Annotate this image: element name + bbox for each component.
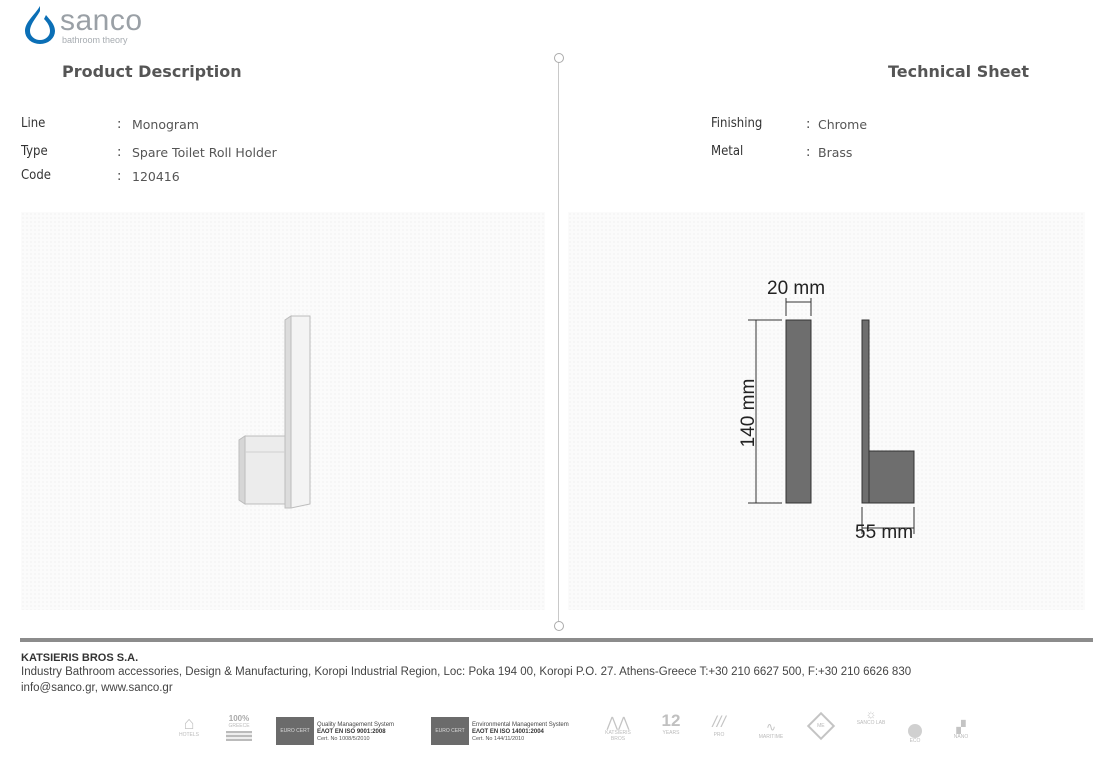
eco-leaf-icon — [908, 724, 922, 738]
eco-label: ECO — [909, 738, 921, 744]
company-contact[interactable]: info@sanco.gr, www.sanco.gr — [21, 682, 173, 694]
maritime-badge — [754, 720, 788, 740]
maritime-label: MARITIME — [758, 734, 784, 740]
sanco-lab-badge — [856, 708, 886, 726]
cert-number-environmental: Cert. No 144/11/2010 — [472, 736, 525, 742]
years-number: 12 — [661, 711, 681, 730]
spec-value-type: Spare Toilet Roll Holder — [132, 145, 277, 160]
hotels-label: HOTELS — [178, 732, 199, 738]
lightbulb-icon: ☼ — [865, 707, 877, 721]
greece-label: GREECE — [228, 723, 250, 729]
spec-colon: : — [806, 117, 811, 132]
sanco-lab-label: SANCO LAB — [856, 720, 886, 726]
dimension-height: 140 mm — [738, 378, 759, 448]
wave-icon: ∿ — [765, 720, 777, 734]
cert-standard-environmental: ΕΛΟΤ EN ISO 14001:2004 — [472, 729, 544, 735]
cert-number-quality: Cert. No 1008/5/2010 — [317, 736, 370, 742]
roof-icon: ⋀⋀ — [606, 714, 630, 730]
product-description-heading: Product Description — [62, 62, 242, 81]
technical-sheet-heading: Technical Sheet — [888, 62, 1029, 81]
spec-value-finishing: Chrome — [818, 117, 868, 132]
katsieris-badge — [600, 714, 636, 742]
pro-stripes-icon: /// — [712, 714, 726, 731]
dimension-width: 20 mm — [767, 278, 826, 299]
sanco-logo-icon — [20, 4, 60, 46]
me-label: ME — [817, 723, 825, 729]
spec-label-type: Type — [21, 144, 48, 159]
years-label: YEARS — [662, 730, 680, 736]
pro-badge — [704, 714, 734, 738]
brand-tagline: bathroom theory — [62, 35, 128, 45]
product-image-panel — [21, 212, 545, 610]
hotels-badge — [172, 714, 206, 738]
spec-colon: : — [117, 117, 122, 132]
me-badge — [808, 716, 834, 736]
spec-value-metal: Brass — [818, 145, 853, 160]
nano-badge — [946, 720, 976, 740]
divider-dot-top — [554, 53, 564, 63]
eurocert-badge: EURO CERT — [276, 717, 314, 745]
hotel-icon: ⌂ — [183, 713, 195, 733]
spec-colon: : — [806, 145, 811, 160]
years-badge — [656, 712, 686, 736]
spec-colon: : — [117, 169, 122, 184]
spec-label-code: Code — [21, 168, 51, 183]
greece-badge — [224, 714, 254, 741]
eurocert-badge: EURO CERT — [431, 717, 469, 745]
cert-title-quality: Quality Management System — [317, 722, 395, 728]
company-address: Industry Bathroom accessories, Design & Manufacturing, Koropi Industrial Region, Loc: Poka 194 00, Koropi P.O. 27. Athens-Greece T:+30 210 6627 500, F:+30 210 6626 830 — [21, 666, 912, 678]
spec-label-finishing: Finishing — [711, 116, 763, 131]
divider-dot-bottom — [554, 621, 564, 631]
dimension-depth: 55 mm — [855, 522, 914, 543]
cert-standard-quality: ΕΛΟΤ EN ISO 9001:2008 — [317, 729, 386, 735]
katsieris-label: KATSIERIS BROS — [605, 730, 631, 742]
spec-label-line: Line — [21, 116, 46, 131]
pro-label: PRO — [713, 732, 725, 738]
diamond-icon — [807, 712, 835, 740]
eco-badge — [902, 724, 928, 744]
spec-value-code: 120416 — [132, 169, 180, 184]
center-divider — [558, 58, 559, 626]
spec-colon: : — [117, 145, 122, 160]
technical-drawing — [568, 212, 1085, 610]
cert-title-environmental: Environmental Management System — [472, 722, 569, 728]
percent-label: 100% — [228, 714, 250, 723]
spec-label-metal: Metal — [711, 144, 744, 159]
technical-drawing-panel — [568, 212, 1085, 610]
product-image — [21, 212, 545, 610]
greek-flag-icon — [226, 731, 252, 741]
nano-label: NANO — [953, 734, 969, 740]
company-name: KATSIERIS BROS S.A. — [21, 652, 139, 664]
brand-name: sanco — [60, 4, 143, 37]
footer-divider — [20, 638, 1093, 642]
spec-value-line: Monogram — [132, 117, 199, 132]
nano-icon: ▞ — [956, 720, 966, 734]
